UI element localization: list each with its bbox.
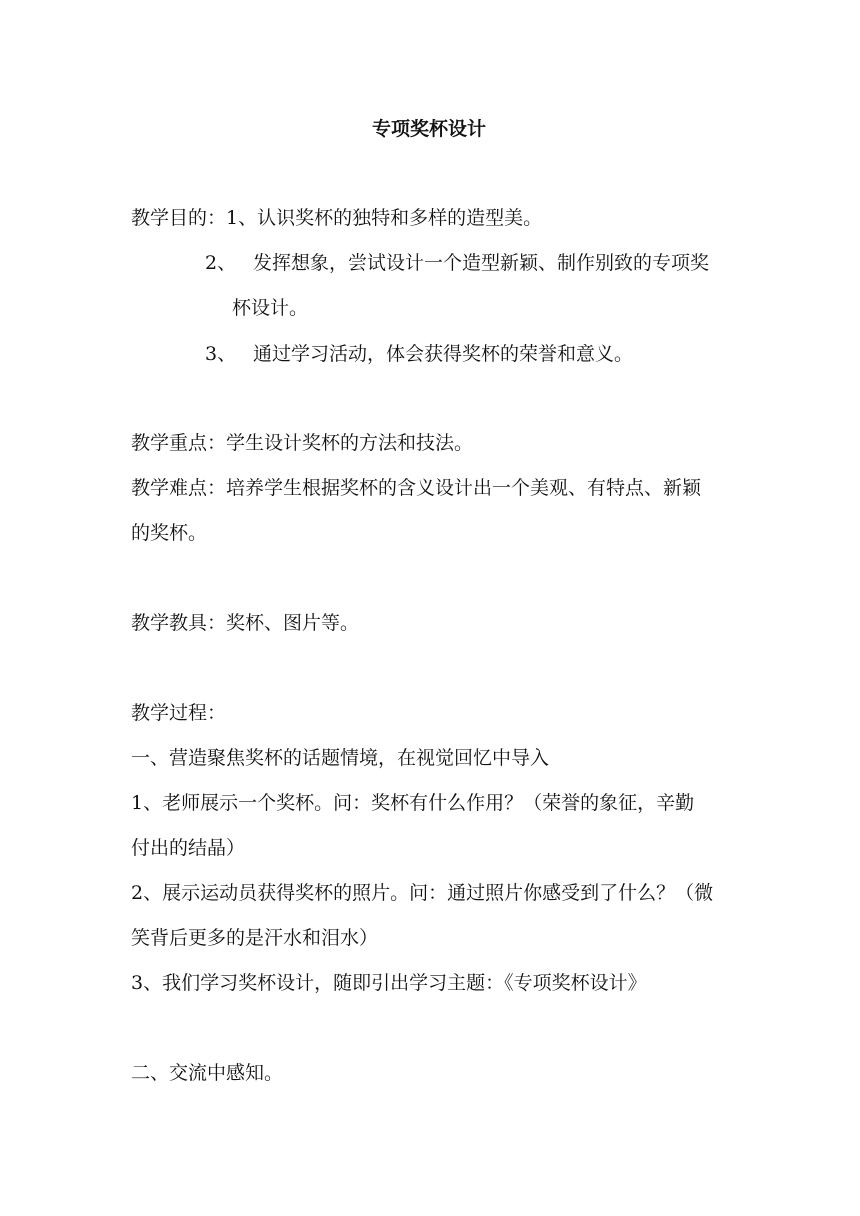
step-2-line-1: 2、展示运动员获得奖杯的照片。问：通过照片你感受到了什么？（微 bbox=[131, 882, 714, 904]
objective-item-3-number: 3、 bbox=[205, 343, 237, 365]
difficulty-line-1: 教学难点：培养学生根据奖杯的含义设计出一个美观、有特点、新颖 bbox=[131, 477, 702, 499]
teaching-tools: 教学教具：奖杯、图片等。 bbox=[131, 612, 360, 634]
step-1-line-1: 1、老师展示一个奖杯。问：奖杯有什么作用？（荣誉的象征，辛勤 bbox=[131, 792, 695, 814]
process-section-2: 二、交流中感知。 bbox=[131, 1062, 284, 1084]
objective-item-3-text: 通过学习活动，体会获得奖杯的荣誉和意义。 bbox=[253, 343, 634, 365]
step-3: 3、我们学习奖杯设计，随即引出学习主题：《专项奖杯设计》 bbox=[131, 972, 647, 994]
objective-item-2-number: 2、 bbox=[205, 252, 237, 274]
objective-item-3 bbox=[205, 341, 633, 367]
process-section-1: 一、营造聚焦奖杯的话题情境，在视觉回忆中导入 bbox=[131, 747, 550, 769]
step-1-line-2: 付出的结晶） bbox=[131, 837, 246, 859]
objective-item-2-continuation: 杯设计。 bbox=[232, 297, 309, 319]
objectives-line-1: 教学目的：1、认识奖杯的独特和多样的造型美。 bbox=[131, 207, 543, 229]
process-heading: 教学过程： bbox=[131, 702, 227, 724]
key-point: 教学重点：学生设计奖杯的方法和技法。 bbox=[131, 432, 474, 454]
step-2-line-2: 笑背后更多的是汗水和泪水） bbox=[131, 927, 379, 949]
objective-item-2-text: 发挥想象，尝试设计一个造型新颖、制作别致的专项奖 bbox=[253, 252, 710, 274]
difficulty-line-2: 的奖杯。 bbox=[131, 522, 208, 544]
document-title: 专项奖杯设计 bbox=[372, 118, 487, 140]
objective-item-2 bbox=[205, 250, 709, 276]
